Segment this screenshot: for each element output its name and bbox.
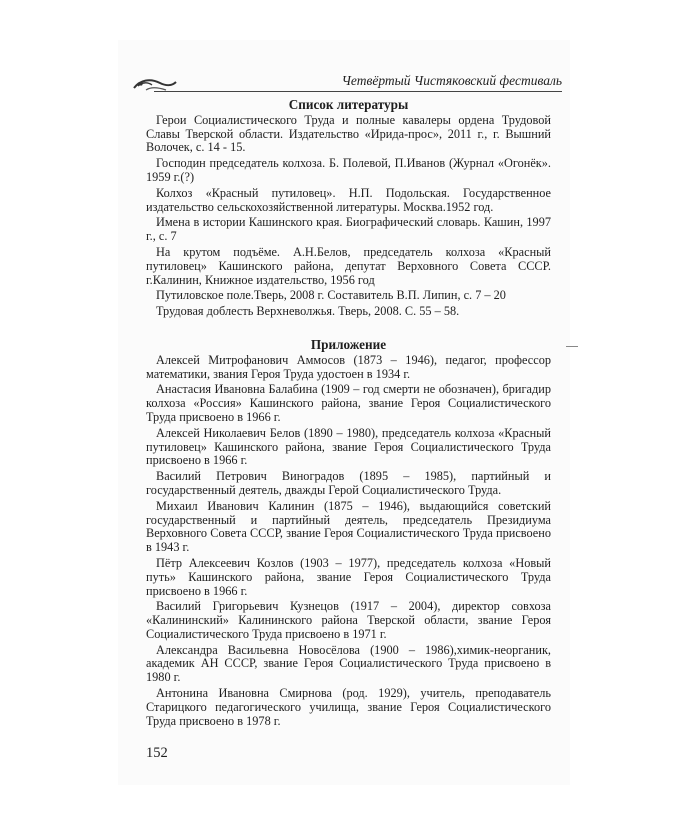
- running-title: Четвёртый Чистяковский фестиваль: [341, 73, 562, 88]
- appendix-entry: Василий Петрович Виноградов (1895 – 1985), партийный и государственный деятель, дважды Герой Социалистического Труда.: [146, 469, 551, 497]
- bibliography-entry: Господин председатель колхоза. Б. Полевой, П.Иванов (Журнал «Огонёк». 1959 г.(?): [146, 156, 551, 184]
- appendix-entry: Александра Васильевна Новосёлова (1900 – 1986),химик-неорганик, академик АН СССР, звание Героя Социалистического Труда присвоено в 1980 г.: [146, 642, 551, 685]
- bibliography-entry: Трудовая доблесть Верхневолжья. Тверь, 2008. С. 55 – 58.: [156, 304, 460, 319]
- header-rule: [154, 91, 562, 92]
- bibliography-entry: Колхоз «Красный путиловец». Н.П. Подольская. Государственное издательство сельскохозяйственной литературы. Москва.1952 год.: [146, 185, 551, 214]
- page-content: [146, 98, 551, 730]
- bibliography-title: Список литературы: [288, 97, 409, 112]
- appendix-list: [146, 354, 551, 729]
- bibliography-entry: Путиловское поле.Тверь, 2008 г. Составитель В.П. Липин, с. 7 – 20: [156, 288, 506, 303]
- bibliography-entry: Герои Социалистического Труда и полные кавалеры ордена Трудовой Славы Тверской области. Издательство «Ирида-прос», 2011 г., г. Вышний Волочек, с. 14 - 15.: [146, 112, 551, 155]
- appendix-entry: Пётр Алексеевич Козлов (1903 – 1977), председатель колхоза «Новый путь» Кашинского района, звание Героя Социалистического Труда присвоено в 1966 г.: [146, 555, 551, 598]
- appendix-entry: Антонина Ивановна Смирнова (род. 1929), учитель, преподаватель Старицкого педагогического училища, звание Героя Социалистического Труда присвоено в 1978 г.: [146, 686, 551, 728]
- appendix-entry: Алексей Николаевич Белов (1890 – 1980), председатель колхоза «Красный путиловец» Кашинского района, звание Героя Социалистического Труда присвоено в 1966 г.: [146, 425, 551, 468]
- appendix-entry: Василий Григорьевич Кузнецов (1917 – 2004), директор совхоза «Калининский» Калининского района Тверской области, звание Героя Социалистического Труда присвоено в 1971 г.: [146, 599, 551, 641]
- bibliography-list: [146, 114, 551, 319]
- appendix-entry: Алексей Митрофанович Аммосов (1873 – 1946), педагог, профессор математики, звания Героя Труда удостоен в 1934 г.: [146, 352, 551, 381]
- bibliography-entry: Имена в истории Кашинского края. Биографический словарь. Кашин, 1997 г., с. 7: [146, 215, 551, 244]
- page-header: [132, 72, 562, 94]
- appendix-entry: Михаил Иванович Калинин (1875 – 1946), выдающийся советский государственный и партийный деятель, председатель Президиума Верховного Совета СССР, звание Героя Социалистического Труда присвоено в 1943 г.: [146, 498, 551, 555]
- bibliography-entry: На крутом подъёме. А.Н.Белов, председатель колхоза «Красный путиловец» Кашинского района, депутат Верховного Совета СССР. г.Калинин, Книжное издательство, 1956 год: [146, 244, 551, 287]
- page-number: 152: [146, 745, 168, 761]
- appendix-title: Приложение: [310, 336, 387, 352]
- margin-mark: [566, 346, 578, 347]
- appendix-entry: Анастасия Ивановна Балабина (1909 – год смерти не обозначен), бригадир колхоза «Россия» Кашинского района, звание Героя Социалистического Труда присвоено в 1966 г.: [146, 382, 551, 424]
